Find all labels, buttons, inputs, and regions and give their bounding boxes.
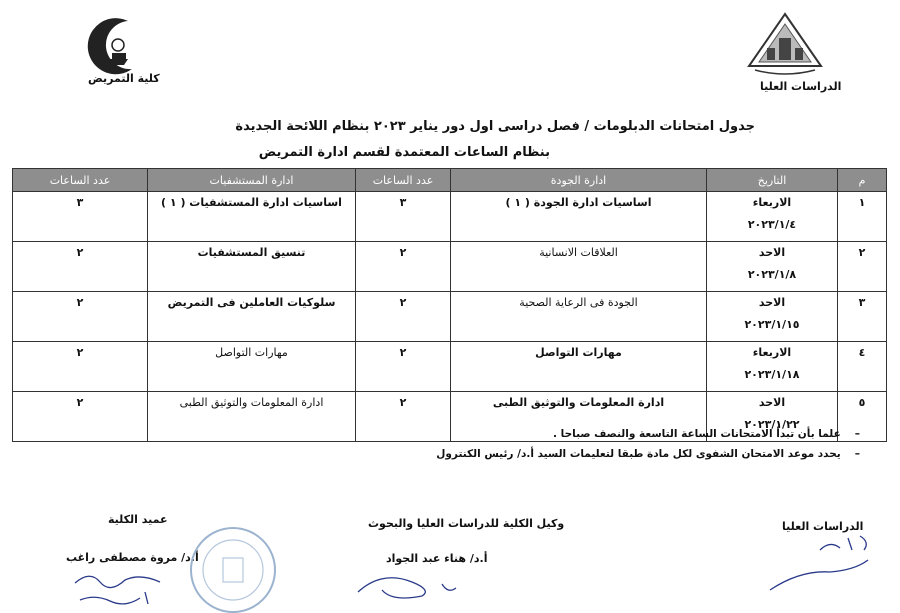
vice-dean-name: أ.د/ هناء عبد الجواد: [386, 552, 488, 565]
grad-studies-signature: [760, 530, 880, 600]
row-hours-1: ٢: [356, 242, 451, 292]
col-header-date: التاريخ: [707, 169, 838, 192]
row-date: الاربعاء ٢٠٢٣/١/٤: [707, 192, 838, 242]
schedule-subtitle: بنظام الساعات المعتمدة لقسم ادارة التمريض: [258, 145, 550, 160]
table-row: [13, 242, 887, 292]
dean-signature: [70, 568, 170, 608]
note-item: –يحدد موعد الامتحان الشفوى لكل مادة طبقا لتعليمات السيد أ.د/ رئيس الكنترول: [436, 448, 860, 460]
college-logo: [80, 15, 150, 77]
row-hours-1: ٢: [356, 292, 451, 342]
table-row: [13, 292, 887, 342]
row-course-quality: ادارة المعلومات والتوثيق الطبى: [451, 392, 707, 442]
col-header-hours-1: عدد الساعات: [356, 169, 451, 192]
col-header-number: م: [838, 169, 887, 192]
row-course-hospital: ادارة المعلومات والتوثيق الطبى: [148, 392, 356, 442]
row-date: الاحد ٢٠٢٣/١/٢٢: [707, 392, 838, 442]
row-date: الاحد ٢٠٢٣/١/١٥: [707, 292, 838, 342]
grad-studies-title: الدراسات العليا: [782, 520, 864, 533]
row-hours-1: ٣: [356, 192, 451, 242]
row-course-hospital: تنسيق المستشفيات: [148, 242, 356, 292]
row-date: الاحد ٢٠٢٣/١/٨: [707, 242, 838, 292]
row-number: ٢: [838, 242, 887, 292]
vice-dean-signature: [352, 566, 472, 602]
notes-block: [436, 428, 860, 468]
university-logo: [745, 10, 825, 76]
exam-schedule-table: [12, 168, 887, 442]
row-date: الاربعاء ٢٠٢٣/١/١٨: [707, 342, 838, 392]
row-hours-2: ٢: [13, 292, 148, 342]
row-hours-2: ٢: [13, 342, 148, 392]
col-header-quality-mgmt: ادارة الجودة: [451, 169, 707, 192]
row-course-quality: العلاقات الانسانية: [451, 242, 707, 292]
schedule-title: جدول امتحانات الدبلومات / فصل دراسى اول دور يناير ٢٠٢٣ بنظام اللائحة الجديدة: [235, 119, 755, 134]
dean-title: عميد الكلية: [108, 513, 168, 526]
college-name: كلية التمريض: [88, 72, 160, 85]
official-stamp: [185, 520, 280, 613]
row-course-hospital: مهارات التواصل: [148, 342, 356, 392]
grad-studies-label: الدراسات العليا: [760, 80, 842, 93]
row-hours-1: ٢: [356, 392, 451, 442]
row-number: ٥: [838, 392, 887, 442]
row-hours-2: ٢: [13, 242, 148, 292]
note-item: –علما بأن تبدأ الامتحانات الساعة التاسعة والنصف صباحا .: [552, 428, 860, 440]
row-hours-2: ٢: [13, 392, 148, 442]
row-number: ٣: [838, 292, 887, 342]
row-number: ٤: [838, 342, 887, 392]
row-number: ١: [838, 192, 887, 242]
row-hours-2: ٣: [13, 192, 148, 242]
col-header-hospital-mgmt: ادارة المستشفيات: [148, 169, 356, 192]
vice-dean-title: وكيل الكلية للدراسات العليا والبحوث: [368, 517, 565, 530]
row-course-hospital: اساسيات ادارة المستشفيات ( ١ ): [148, 192, 356, 242]
table-row: [13, 192, 887, 242]
dean-name: أ.د/ مروة مصطفى راغب: [66, 551, 199, 564]
row-course-quality: اساسيات ادارة الجودة ( ١ ): [451, 192, 707, 242]
table-row: [13, 342, 887, 392]
row-course-quality: مهارات التواصل: [451, 342, 707, 392]
row-hours-1: ٢: [356, 342, 451, 392]
row-course-quality: الجودة فى الرعاية الصحية: [451, 292, 707, 342]
row-course-hospital: سلوكيات العاملين فى التمريض: [148, 292, 356, 342]
table-header-row: [13, 169, 887, 192]
col-header-hours-2: عدد الساعات: [13, 169, 148, 192]
